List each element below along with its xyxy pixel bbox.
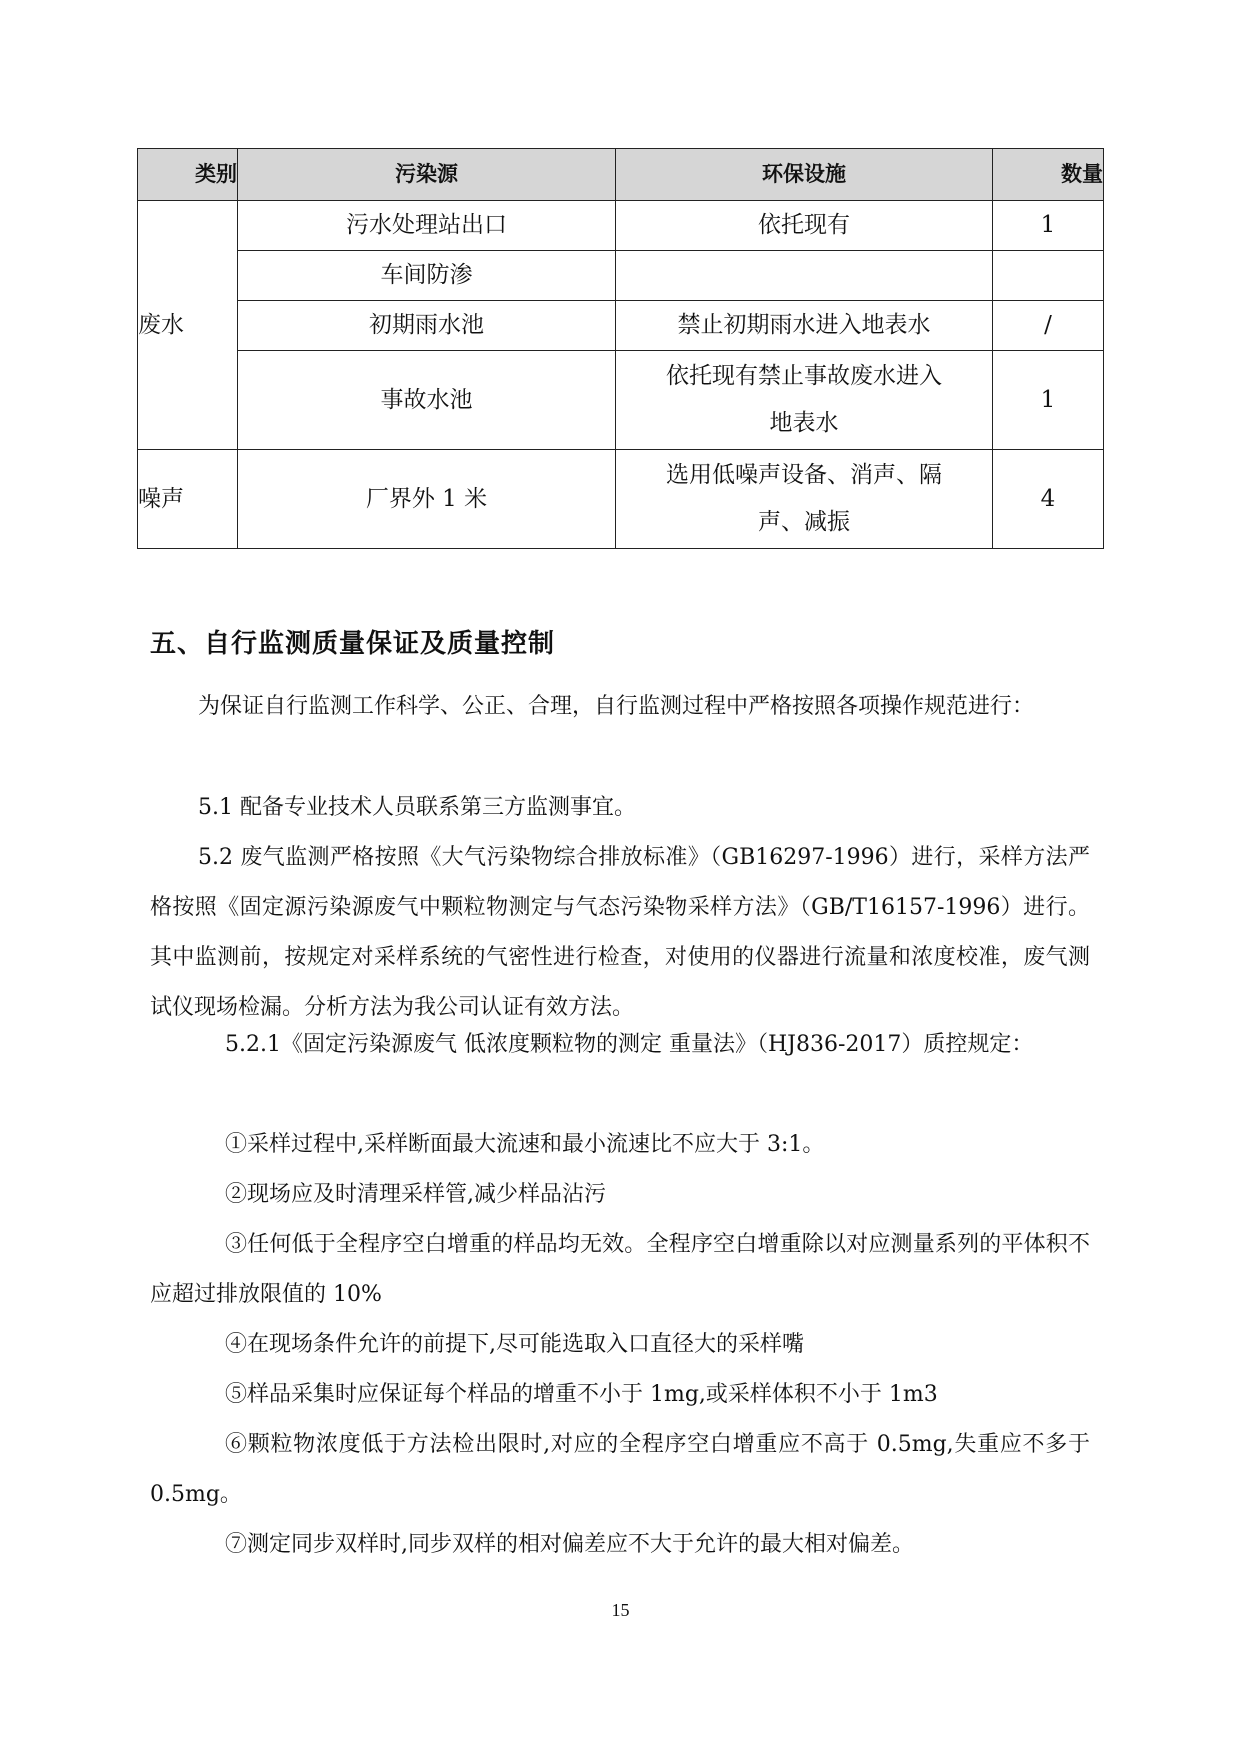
pollution-source-cell: 厂界外 1 米 xyxy=(238,450,616,549)
table-row xyxy=(138,201,1104,251)
qc-item-5: ⑤样品采集时应保证每个样品的增重不小于 1mg,或采样体积不小于 1m3 xyxy=(225,1382,938,1407)
facility-line: 依托现有禁止事故废水进入 xyxy=(666,363,942,389)
page-number: 15 xyxy=(611,1600,630,1620)
section-heading: 五、自行监测质量保证及质量控制 xyxy=(150,629,556,659)
facility-cell xyxy=(616,251,993,301)
facility-cell: 依托现有 xyxy=(616,201,993,251)
table-row xyxy=(138,351,1104,450)
quantity-cell: 1 xyxy=(993,201,1104,251)
quantity-cell: 1 xyxy=(993,351,1104,450)
qc-item-2: ②现场应及时清理采样管,减少样品沾污 xyxy=(225,1182,606,1207)
table-header-row xyxy=(138,149,1104,201)
header-pollution-source: 污染源 xyxy=(238,149,616,201)
intro-paragraph: 为保证自行监测工作科学、公正、合理，自行监测过程中严格按照各项操作规范进行： xyxy=(198,694,1035,719)
facility-line: 地表水 xyxy=(769,410,839,436)
quantity-cell: 4 xyxy=(993,450,1104,549)
table-row xyxy=(138,450,1104,549)
paragraph-5-2-1: 5.2.1《固定污染源废气 低浓度颗粒物的测定 重量法》（HJ836-2017）质控规定： xyxy=(225,1032,1034,1057)
table-row xyxy=(138,251,1104,301)
header-category: 类别 xyxy=(138,149,238,201)
paragraph-5-1: 5.1 配备专业技术人员联系第三方监测事宜。 xyxy=(198,795,636,820)
facility-cell xyxy=(616,351,993,450)
pollution-source-cell: 车间防渗 xyxy=(238,251,616,301)
category-noise: 噪声 xyxy=(138,450,238,549)
environmental-facilities-table xyxy=(137,148,1104,549)
qc-item-4: ④在现场条件允许的前提下,尽可能选取入口直径大的采样嘴 xyxy=(225,1332,804,1357)
qc-item-6: ⑥颗粒物浓度低于方法检出限时,对应的全程序空白增重应不高于 0.5mg,失重应不多于 0.5mg。 xyxy=(150,1432,1090,1507)
header-facility: 环保设施 xyxy=(616,149,993,201)
quantity-cell: / xyxy=(993,301,1104,351)
pollution-source-cell: 污水处理站出口 xyxy=(238,201,616,251)
paragraph-5-2: 5.2 废气监测严格按照《大气污染物综合排放标准》（GB16297-1996）进行，采样方法严格按照《固定源污染源废气中颗粒物测定与气态污染物采样方法》（GB/T16157-1996）进行。其中监测前，按规定对采样系统的气密性进行检查，对使用的仪器进行流量和浓度校准，废气测试仪现场检漏。分析方法为我公司认证有效方法。 xyxy=(150,845,1090,1020)
facility-cell: 禁止初期雨水进入地表水 xyxy=(616,301,993,351)
category-wastewater: 废水 xyxy=(138,201,238,450)
qc-item-7: ⑦测定同步双样时,同步双样的相对偏差应不大于允许的最大相对偏差。 xyxy=(225,1532,914,1557)
facility-line: 选用低噪声设备、消声、隔 xyxy=(666,462,942,488)
table-row xyxy=(138,301,1104,351)
header-quantity: 数量 xyxy=(993,149,1104,201)
pollution-source-cell: 初期雨水池 xyxy=(238,301,616,351)
qc-item-3: ③任何低于全程序空白增重的样品均无效。全程序空白增重除以对应测量系列的平体积不应超过排放限值的 10% xyxy=(150,1232,1090,1307)
quantity-cell xyxy=(993,251,1104,301)
pollution-source-cell: 事故水池 xyxy=(238,351,616,450)
qc-item-1: ①采样过程中,采样断面最大流速和最小流速比不应大于 3:1。 xyxy=(225,1132,825,1157)
facility-line: 声、减振 xyxy=(758,509,850,535)
facility-cell xyxy=(616,450,993,549)
